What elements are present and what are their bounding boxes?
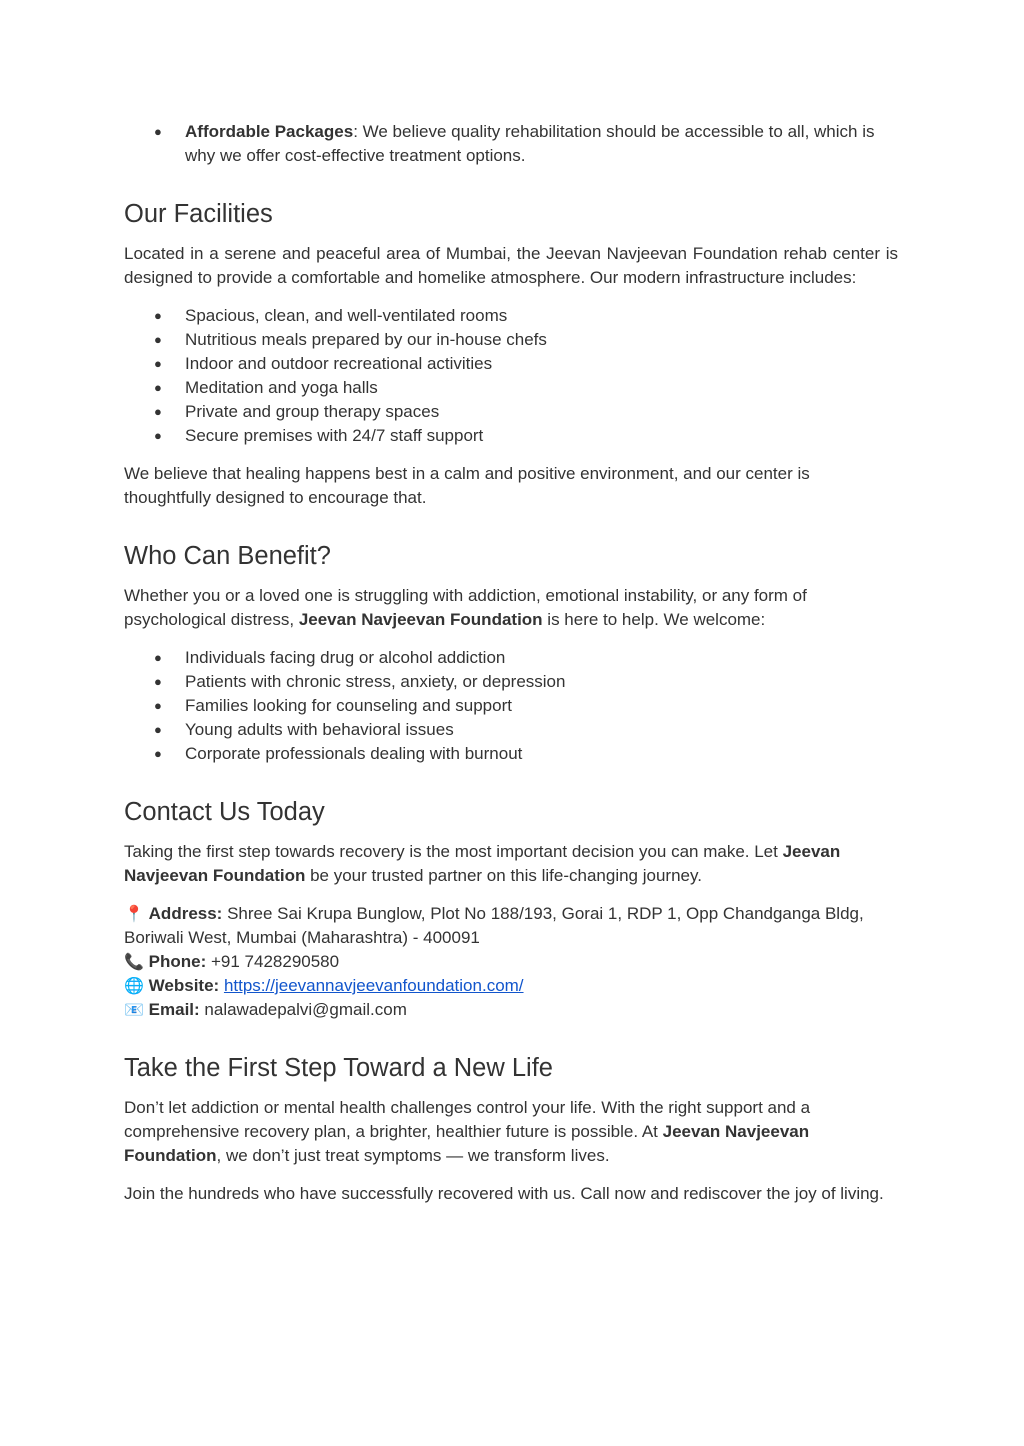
bullet-icon: ● [154, 124, 162, 139]
document-page [124, 120, 898, 1206]
list-item [124, 646, 898, 670]
list-item-text: Patients with chronic stress, anxiety, or depression [185, 672, 566, 691]
contact-details [124, 902, 898, 1022]
first-step-text: Don’t let addiction or mental health challenges control your life. With the right support and a comprehensive recovery plan, a brighter, healthier future is possible. At [124, 1098, 811, 1141]
bullet-icon: ● [154, 650, 162, 665]
email-line [124, 1000, 407, 1019]
bullet-icon: ● [154, 380, 162, 395]
bullet-icon: ● [154, 332, 162, 347]
pin-icon: 📍 [124, 904, 144, 923]
list-item-text: Indoor and outdoor recreational activities [185, 354, 493, 373]
list-item-text: Private and group therapy spaces [185, 402, 440, 421]
list-item [124, 718, 898, 742]
list-item-text: Nutritious meals prepared by our in-house chefs [185, 330, 547, 349]
list-item [124, 328, 898, 352]
list-item [124, 120, 898, 168]
benefit-intro-text-end: is here to help. We welcome: [542, 610, 766, 629]
list-item [124, 400, 898, 424]
packages-list [124, 120, 898, 168]
list-item [124, 742, 898, 766]
contact-intro-text-end: be your trusted partner on this life-changing journey. [305, 866, 702, 885]
list-item [124, 694, 898, 718]
globe-icon: 🌐 [124, 976, 144, 995]
contact-intro-text: Taking the first step towards recovery is the most important decision you can make. Let [124, 842, 783, 861]
list-item [124, 424, 898, 448]
benefit-list [124, 646, 898, 766]
list-item-text: Individuals facing drug or alcohol addiction [185, 648, 506, 667]
list-item [124, 304, 898, 328]
list-item-text: Families looking for counseling and support [185, 696, 512, 715]
bullet-icon: ● [154, 428, 162, 443]
first-step-text-end: , we don’t just treat symptoms — we transform lives. [216, 1146, 610, 1165]
contact-intro [124, 840, 898, 888]
address-label: Address: [148, 904, 223, 923]
benefit-intro-text: Whether you or a loved one is struggling with addiction, emotional instability, or any form of psychological distress, [124, 586, 807, 629]
address-value: Shree Sai Krupa Bunglow, Plot No 188/193, Gorai 1, RDP 1, Opp Chandganga Bldg, Boriwali West, Mumbai (Maharashtra) - 400091 [124, 904, 864, 947]
email-value: nalawadepalvi@gmail.com [199, 1000, 407, 1019]
list-item-text: Young adults with behavioral issues [185, 720, 454, 739]
list-item-text: Secure premises with 24/7 staff support [185, 426, 484, 445]
foundation-name: Jeevan Navjeevan Foundation [298, 610, 543, 629]
facilities-list [124, 304, 898, 448]
bullet-icon: ● [154, 308, 162, 323]
bullet-icon: ● [154, 356, 162, 371]
foundation-name: Jeevan Navjeevan Foundation [124, 842, 841, 885]
list-item [124, 352, 898, 376]
first-step-para-2: Join the hundreds who have successfully recovered with us. Call now and rediscover the joy of living. [124, 1184, 884, 1203]
facilities-intro: Located in a serene and peaceful area of Mumbai, the Jeevan Navjeevan Foundation rehab center is designed to provide a comfortable and homelike atmosphere. Our modern infrastructure includes: [124, 244, 898, 287]
phone-value: +91 7428290580 [206, 952, 340, 971]
facilities-outro: We believe that healing happens best in a calm and positive environment, and our center is thoughtfully designed to encourage that. [124, 464, 810, 507]
phone-label: Phone: [148, 952, 207, 971]
list-item [124, 376, 898, 400]
bullet-icon: ● [154, 722, 162, 737]
foundation-name: Jeevan Navjeevan Foundation [124, 1122, 810, 1165]
first-step-heading: Take the First Step Toward a New Life [124, 1054, 553, 1082]
benefit-heading: Who Can Benefit? [124, 542, 331, 570]
list-item [124, 670, 898, 694]
bullet-icon: ● [154, 746, 162, 761]
list-item-label: Affordable Packages [185, 122, 354, 141]
email-icon: 📧 [124, 1000, 144, 1019]
address-line [124, 904, 864, 947]
website-line [124, 976, 524, 995]
bullet-icon: ● [154, 404, 162, 419]
list-item-text: Corporate professionals dealing with burnout [185, 744, 523, 763]
website-link[interactable]: https://jeevannavjeevanfoundation.com/ [223, 976, 524, 995]
contact-heading: Contact Us Today [124, 798, 325, 826]
phone-icon: 📞 [124, 952, 144, 971]
list-item-text: Meditation and yoga halls [185, 378, 378, 397]
bullet-icon: ● [154, 674, 162, 689]
list-item-text: Spacious, clean, and well-ventilated rooms [185, 306, 508, 325]
email-label: Email: [148, 1000, 200, 1019]
benefit-intro [124, 584, 898, 632]
website-label: Website: [148, 976, 220, 995]
phone-line [124, 952, 339, 971]
first-step-para-1 [124, 1096, 898, 1168]
list-item-text: : We believe quality rehabilitation should be accessible to all, which is why we offer cost-effective treatment options. [185, 122, 875, 165]
facilities-heading: Our Facilities [124, 200, 273, 228]
bullet-icon: ● [154, 698, 162, 713]
